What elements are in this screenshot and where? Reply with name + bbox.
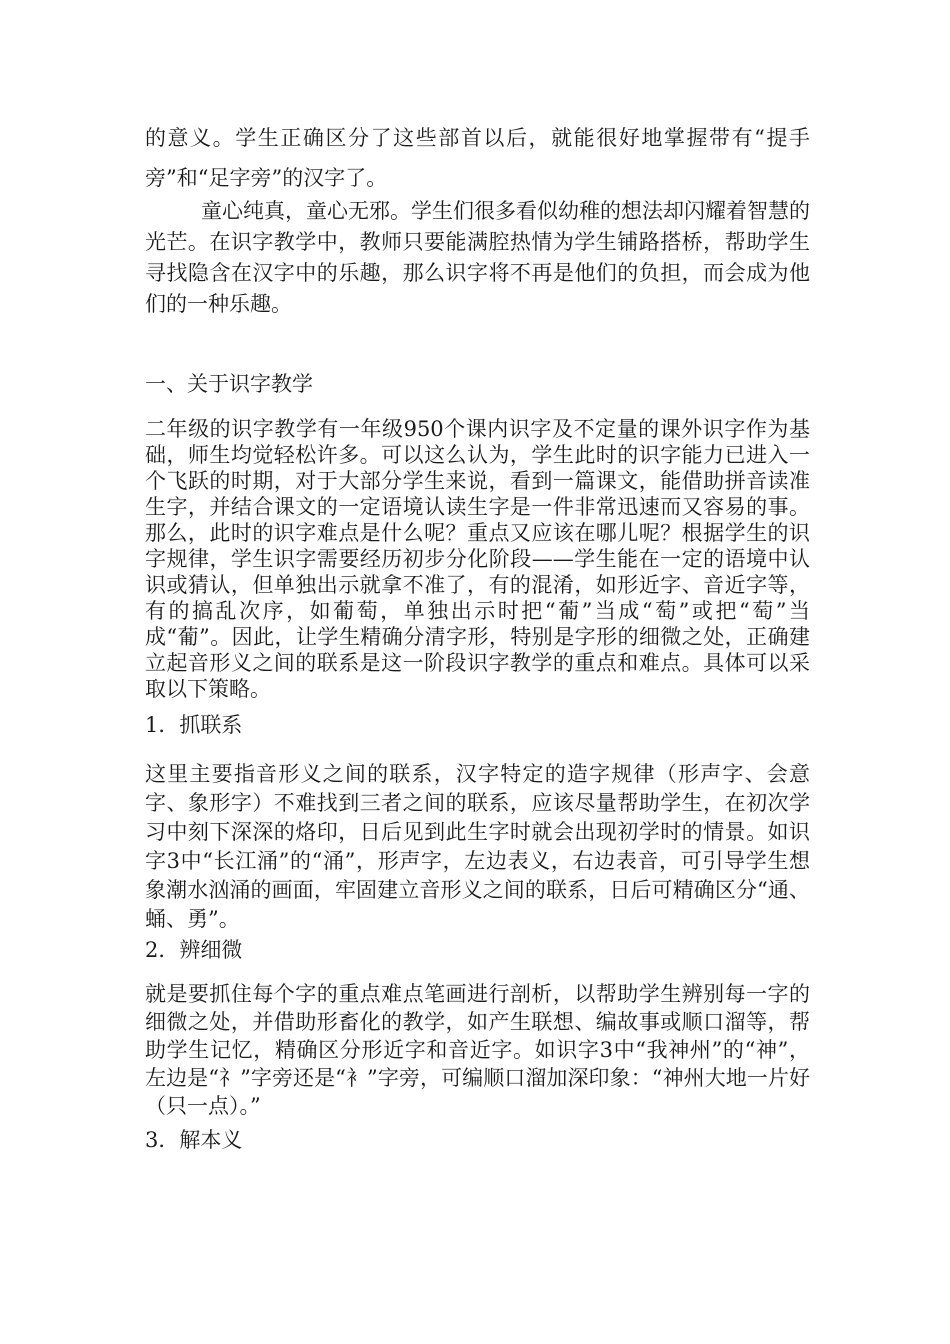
subheading-distinguish-details: 2．辨细微 (145, 938, 243, 962)
paragraph-grasp-links: 这里主要指音形义之间的联系，汉字特定的造字规律（形声字、会意字、象形字）不难找到三者之间的联系，应该尽量帮助学生，在初次学习中刻下深深的烙印，日后见到此生字时就会出现初学时的情景。如识字3中“长江涌”的“涌”，形声字，左边表义，右边表音，可引导学生想象潮水汹涌的画面，牢固建立音形义之间的联系，日后可精确区分“通、蛹、勇”。 (145, 762, 810, 931)
subheading-grasp-links: 1．抓联系 (145, 713, 243, 737)
paragraph-literacy-intro: 二年级的识字教学有一年级950个课内识字及不定量的课外识字作为基础，师生均觉轻松许多。可以这么认为，学生此时的识字能力已进入一个飞跃的时期，对于大部分学生来说，看到一篇课文，能借助拼音读准生字，并结合课文的一定语境认读生字是一件非常迅速而又容易的事。那么，此时的识字难点是什么呢？重点又应该在哪儿呢？根据学生的识字规律，学生识字需要经历初步分化阶段——学生能在一定的语境中认识或猜认，但单独出示就拿不准了，有的混淆，如形近字、音近字等，有的搞乱次序，如葡萄，单独出示时把“葡”当成“萄”或把“萄”当成“葡”。因此，让学生精确分清字形，特别是字形的细微之处，正确建立起音形义之间的联系是这一阶段识字教学的重点和难点。具体可以采取以下策略。 (145, 417, 810, 701)
subheading-original-meaning: 3．解本义 (145, 1128, 243, 1152)
section-heading-literacy-teaching: 一、关于识字教学 (145, 372, 313, 396)
paragraph-distinguish-details: 就是要抓住每个字的重点难点笔画进行剖析，以帮助学生辨别每一字的细微之处，并借助形畜化的教学，如产生联想、编故事或顺口溜等，帮助学生记忆，精确区分形近字和音近字。如识字3中“我神州”的“神”，左边是“礻”字旁还是“衤”字旁，可编顺口溜加深印象：“神州大地一片好（只一点）。” (145, 982, 810, 1118)
paragraph-childlike-heart: 童心纯真，童心无邪。学生们很多看似幼稚的想法却闪耀着智慧的光芒。在识字教学中，教师只要能满腔热情为学生铺路搭桥，帮助学生寻找隐含在汉字中的乐趣，那么识字将不再是他们的负担，而会成为他们的一种乐趣。 (145, 199, 810, 316)
paragraph-continuation: 的意义。学生正确区分了这些部首以后，就能很好地掌握带有“提手旁”和“足字旁”的汉字了。 (145, 126, 810, 190)
